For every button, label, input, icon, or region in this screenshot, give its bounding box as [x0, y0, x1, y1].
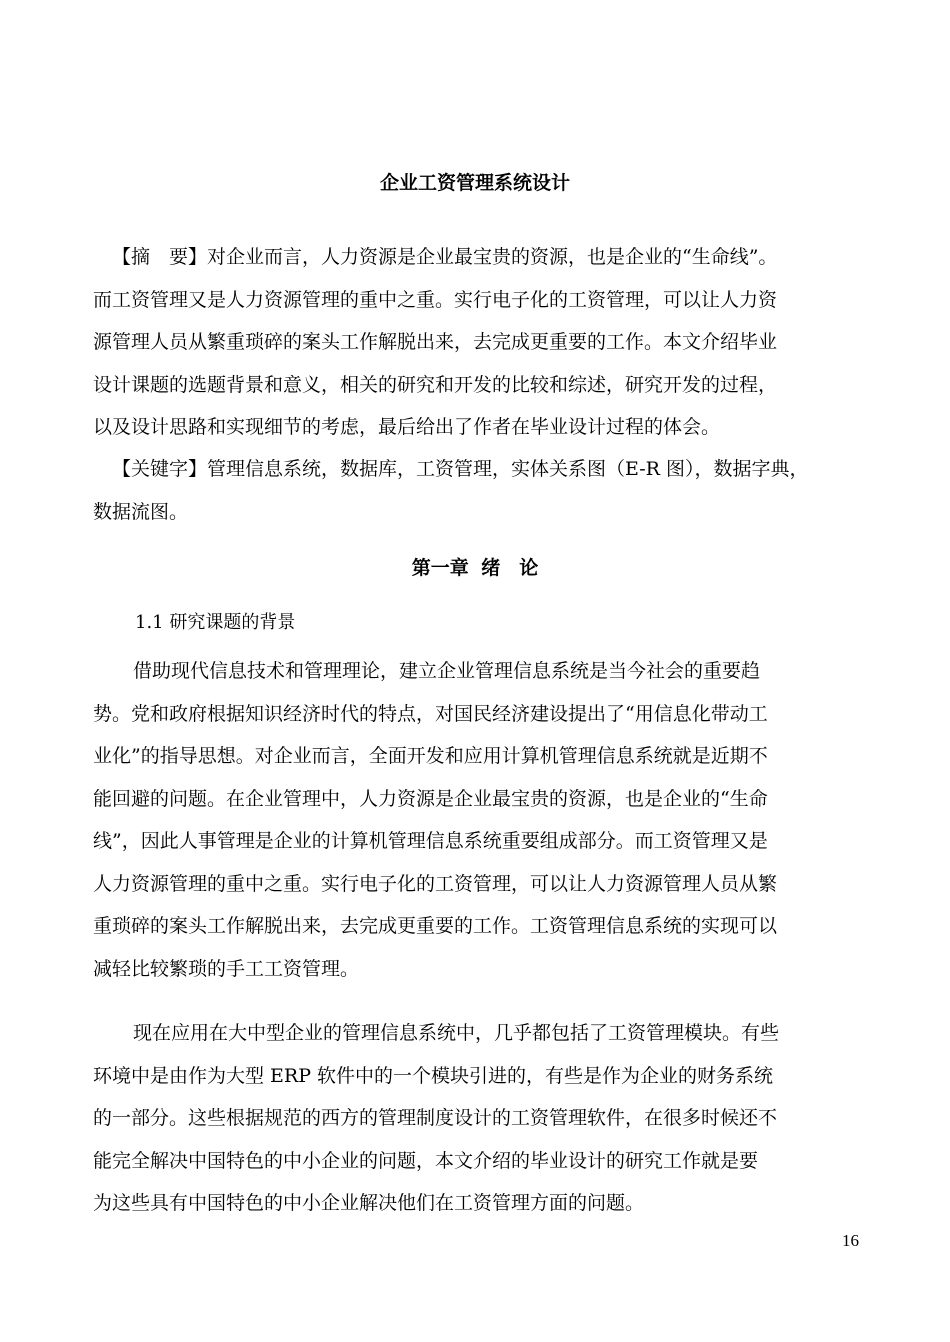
- body-line: 能完全解决中国特色的中小企业的问题，本文介绍的毕业设计的研究工作就是要: [93, 1149, 759, 1172]
- section-title: 1.1 研究课题的背景: [135, 612, 296, 633]
- abstract-paragraph: [93, 236, 859, 449]
- abstract-line: 以及设计思路和实现细节的考虑，最后给出了作者在毕业设计过程的体会。: [93, 416, 721, 438]
- body-line: 势。党和政府根据知识经济时代的特点，对国民经济建设提出了“用信息化带动工: [93, 702, 768, 725]
- chapter-title: 第一章 绪 论: [411, 557, 539, 579]
- body-line: 的一部分。这些根据规范的西方的管理制度设计的工资管理软件，在很多时候还不: [93, 1107, 778, 1129]
- body-paragraph-1: [93, 650, 859, 990]
- keywords-line: 数据流图。: [93, 500, 189, 523]
- body-paragraph-2: [93, 1012, 859, 1225]
- body-line: 重琐碎的案头工作解脱出来，去完成更重要的工作。工资管理信息系统的实现可以: [93, 915, 778, 937]
- document-title: 企业工资管理系统设计: [379, 172, 570, 194]
- body-line: 能回避的问题。在企业管理中，人力资源是企业最宝贵的资源，也是企业的“生命: [93, 787, 768, 810]
- abstract-line: 设计课题的选题背景和意义，相关的研究和开发的比较和综述，研究开发的过程，: [93, 373, 778, 396]
- abstract-line: 【摘 要】对企业而言，人力资源是企业最宝贵的资源，也是企业的“生命线”。: [112, 246, 778, 268]
- body-line: 人力资源管理的重中之重。实行电子化的工资管理，可以让人力资源管理人员从繁: [93, 872, 778, 895]
- body-line: 线”，因此人事管理是企业的计算机管理信息系统重要组成部分。而工资管理又是: [93, 830, 768, 852]
- body-line: 业化”的指导思想。对企业而言，全面开发和应用计算机管理信息系统就是近期不: [93, 745, 768, 767]
- abstract-line: 源管理人员从繁重琐碎的案头工作解脱出来，去完成更重要的工作。本文介绍毕业: [93, 331, 778, 353]
- page-number: 16: [842, 1231, 859, 1250]
- abstract-line: 而工资管理又是人力资源管理的重中之重。实行电子化的工资管理，可以让人力资: [93, 288, 778, 311]
- body-line: 环境中是由作为大型 ERP 软件中的一个模块引进的，有些是作为企业的财务系统: [93, 1064, 774, 1087]
- body-line: 现在应用在大中型企业的管理信息系统中，几乎都包括了工资管理模块。有些: [133, 1022, 780, 1044]
- body-line: 借助现代信息技术和管理理论，建立企业管理信息系统是当今社会的重要趋: [133, 660, 761, 682]
- body-line: 减轻比较繁琐的手工工资管理。: [93, 957, 360, 980]
- keywords-paragraph: [93, 448, 859, 533]
- keywords-line: 【关键字】管理信息系统，数据库，工资管理，实体关系图（E-R 图），数据字典，: [112, 458, 809, 480]
- body-line: 为这些具有中国特色的中小企业解决他们在工资管理方面的问题。: [93, 1192, 645, 1214]
